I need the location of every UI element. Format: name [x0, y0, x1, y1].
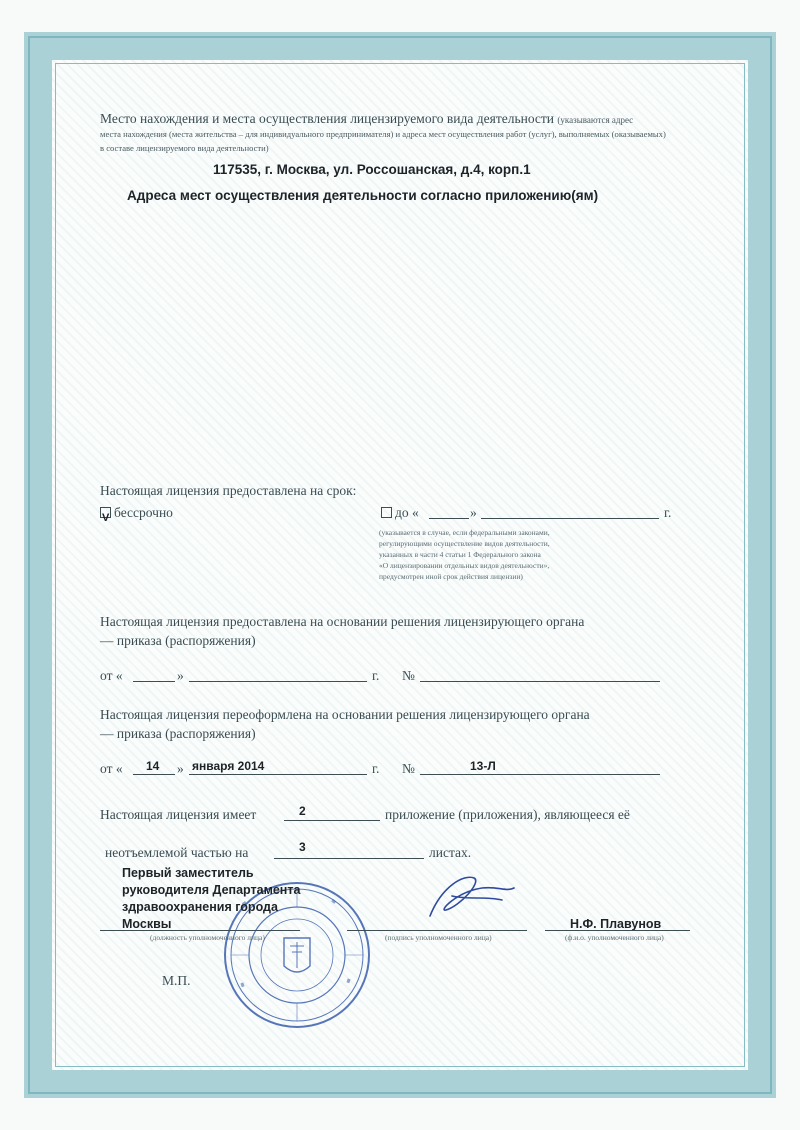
seal-place-label: М.П. [162, 973, 191, 988]
term-indefinite-row [100, 505, 173, 521]
grant-from-prefix: от « [100, 668, 123, 683]
appendix-count: 2 [299, 804, 306, 818]
grant-year-suffix: г. [372, 668, 380, 683]
term-note-line: предусмотрен иной срок действия лицензии) [379, 572, 523, 581]
term-until-row [381, 505, 419, 521]
term-heading: Настоящая лицензия предоставлена на срок: [100, 483, 357, 498]
until-suffix: г. [664, 505, 672, 520]
grant-from-mid: » [177, 668, 184, 683]
signatory-position-line: руководителя Департамента [122, 883, 301, 897]
reissue-line-2: — приказа (распоряжения) [100, 726, 256, 741]
reissue-line-1: Настоящая лицензия переоформлена на основании решения лицензирующего органа [100, 707, 590, 722]
appendix-count-line [284, 820, 380, 821]
signature-caption: (подпись уполномоченного лица) [385, 933, 492, 942]
appendix-line-2-prefix: неотъемлемой частью на [105, 845, 249, 860]
position-caption: (должность уполномоченного лица) [150, 933, 265, 942]
reissue-number: 13-Л [470, 759, 496, 773]
location-note-2: места нахождения (места жительства – для индивидуального предпринимателя) и адреса мест осуществления работ (услуг), выполняемых (оказываемых) [100, 129, 666, 139]
signatory-position-line: Москвы [122, 917, 172, 931]
term-note-line: «О лицензировании отдельных видов деятельности», [379, 561, 550, 570]
signature-icon [412, 866, 522, 926]
location-heading: Место нахождения и места осуществления лицензируемого вида деятельности [100, 111, 555, 126]
reissue-day-line [133, 774, 175, 775]
term-note-line: (указывается в случае, если федеральными законами, [379, 528, 550, 537]
grant-day-line [133, 681, 175, 682]
appendix-line-2-suffix: листах. [429, 845, 472, 860]
term-note [379, 527, 550, 582]
signatory-position-line: здравоохранения города [122, 900, 278, 914]
addresses-note: Адреса мест осуществления деятельности согласно приложению(ям) [127, 188, 599, 203]
term-note-line: регулирующими осуществление видов деятельности, [379, 539, 550, 548]
location-note-1: (указываются адрес [557, 115, 634, 125]
appendix-sheets: 3 [299, 840, 306, 854]
until-date-line [481, 518, 659, 519]
address: 117535, г. Москва, ул. Россошанская, д.4, корп.1 [213, 162, 531, 177]
reissue-number-label: № [402, 761, 415, 776]
appendix-line-1-suffix: приложение (приложения), являющееся её [385, 807, 630, 822]
appendix-line-1-prefix: Настоящая лицензия имеет [100, 807, 257, 822]
grant-line-1: Настоящая лицензия предоставлена на основании решения лицензирующего органа [100, 614, 585, 629]
location-heading-row [100, 111, 633, 127]
indefinite-label: бессрочно [114, 505, 173, 520]
name-caption: (ф.и.о. уполномоченного лица) [565, 933, 664, 942]
reissue-year-suffix: г. [372, 761, 380, 776]
grant-date-line [189, 681, 367, 682]
appendix-sheets-line [274, 858, 424, 859]
reissue-month-year: января 2014 [192, 759, 265, 773]
until-prefix: до « [395, 505, 419, 520]
check-mark: V [102, 512, 110, 524]
grant-number-label: № [402, 668, 415, 683]
reissue-from-mid: » [177, 761, 184, 776]
reissue-date-line [189, 774, 367, 775]
reissue-from-prefix: от « [100, 761, 123, 776]
location-note-3: в составе лицензируемого вида деятельности) [100, 143, 269, 153]
name-line [545, 930, 690, 931]
until-day-line [429, 518, 469, 519]
signatory-name: Н.Ф. Плавунов [570, 917, 662, 931]
position-line [100, 930, 300, 931]
grant-line-2: — приказа (распоряжения) [100, 633, 256, 648]
signatory-position [122, 865, 362, 933]
until-checkbox[interactable] [381, 507, 392, 518]
term-note-line: указанных в части 4 статьи 1 Федерального закона [379, 550, 541, 559]
signature-line [347, 930, 527, 931]
grant-number-line [420, 681, 660, 682]
until-mid: » [470, 505, 477, 520]
reissue-number-line [420, 774, 660, 775]
signatory-position-line: Первый заместитель [122, 866, 254, 880]
reissue-day: 14 [146, 759, 160, 773]
